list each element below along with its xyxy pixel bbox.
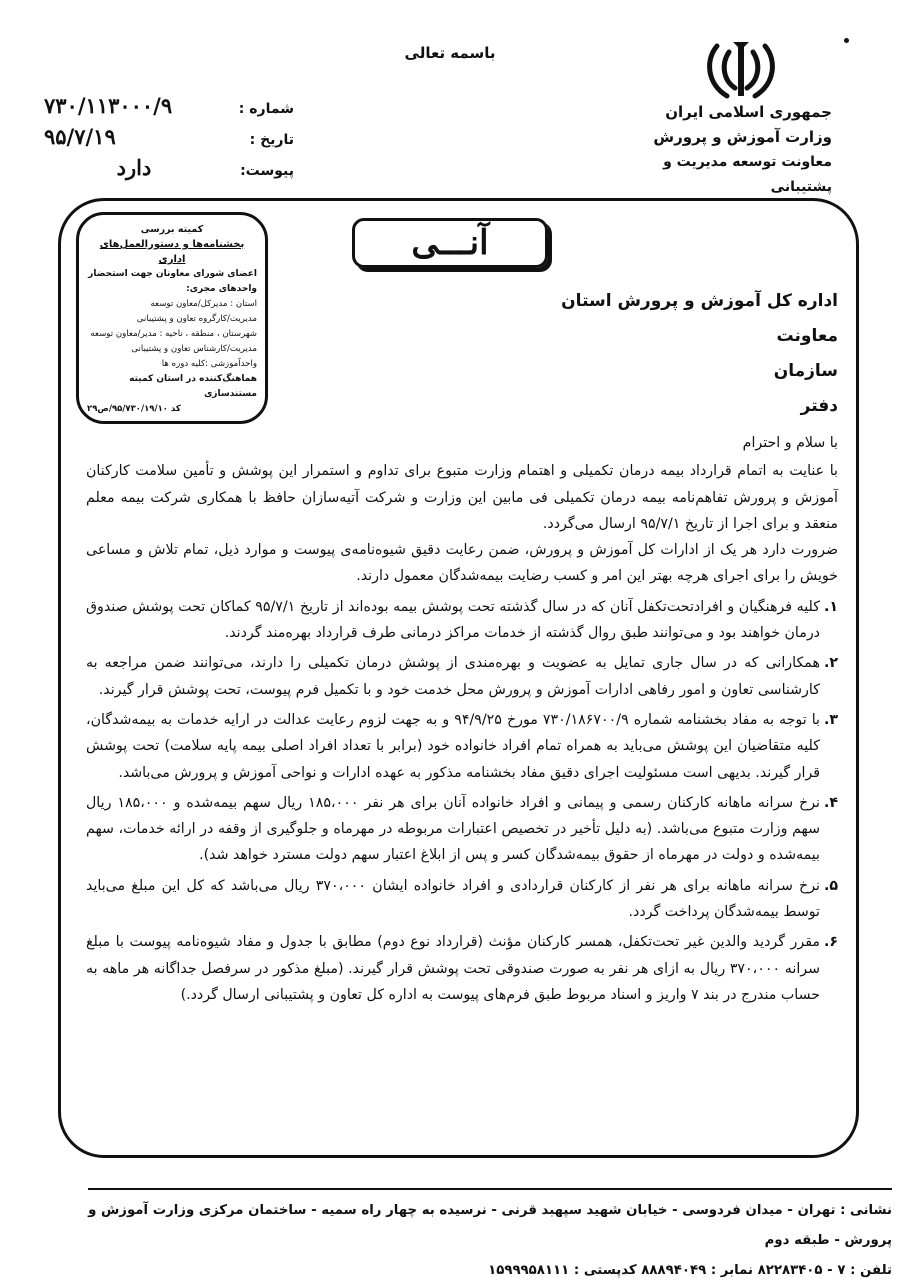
greeting: با سلام و احترام [742,435,838,451]
list-item [86,650,838,703]
item-text: نرخ سرانه ماهانه کارکنان رسمی و پیمانی و افراد خانواده آنان برای هر نفر ۱۸۵،۰۰۰ ریال سهم بیمه‌شده و ۱۸۵،۰۰۰ ریال سهم وزارت متبوع می‌باشد. (به دلیل تأخیر در تخصیص اعتبارات مربوطه در مهرماه و جلوگیری از وقفه در ارائه خدمات، سهم بیمه‌شده و دولت در مهرماه از حقوق بیمه‌شدگان کسر و پس از ابلاغ اعتبار سهم دولت مسترد خواهد شد). [86,794,820,864]
stamp-line: اعضای شورای معاونان جهت استحضار [88,269,257,279]
org-line-deputy: معاونت توسعه مدیریت و پشتیبانی [663,154,832,195]
recipients [520,284,838,424]
item-number: ۳. [823,711,838,728]
item-number: ۴. [823,794,838,811]
org-line-ministry: وزارت آموزش و پرورش [653,128,832,146]
recipient-line: سازمان [773,361,838,381]
list-item [86,707,838,786]
stamp-line: استان : مدیرکل/معاون توسعه [150,299,257,309]
footer-contact: تلفن : ۷ - ۸۲۲۸۳۴۰۵ نمابر : ۸۸۸۹۴۰۴۹ کدپستی : ۱۵۹۹۹۵۸۱۱۱ [488,1263,892,1278]
stamp-line: هماهنگ‌کننده در استان کمیته مستندسازی [129,374,257,399]
stamp-line: مدیریت/کارشناس تعاون و پشتیبانی [131,344,257,354]
org-line-country: جمهوری اسلامی ایران [665,103,832,121]
letter-meta-values [44,90,204,183]
item-text: کلیه فرهنگیان و افرادتحت‌تکفل آنان که در سال گذشته تحت پوشش بیمه بوده‌اند از تاریخ ۹۵/۷/۱ کماکان تحت پوشش صندوق درمان خواهند بود و می‌توانند طبق روال گذشته از خدمات مراکز درمانی طرف قرارداد بهره‌مند گردند. [86,598,821,642]
footer-divider [88,1188,892,1190]
iran-emblem-icon [703,38,779,102]
attachment-label: پیوست: [240,163,294,179]
footer-address: نشانی : تهران - میدان فردوسی - خیابان شهید سپهبد قرنی - نرسیده به چهار راه سمیه - ساختمان مرکزی وزارت آموزش و پرورش - طبقه دوم [88,1203,892,1248]
letter-meta-labels [210,94,294,187]
item-text: همکارانی که در سال جاری تمایل به عضویت و بهره‌مندی از پوشش درمان تکمیلی را دارند، می‌توانند ضمن مراجعه به کارشناسی تعاون و امور رفاهی ادارات آموزش و پرورش محل خدمت خود و با تکمیل فرم پیوست، تحت پوشش قرار گیرند. [86,655,820,698]
item-number: ۶. [823,934,838,951]
list-item [86,790,838,869]
recipient-line: اداره کل آموزش و پرورش استان [561,291,838,311]
attachment-value: دارد [116,155,152,180]
stamp-line: واحدآموزشی :کلیه دوره ها [161,359,257,369]
date-label: تاریخ : [249,132,294,148]
item-text: مقرر گردید والدین غیر تحت‌تکفل، همسر کارکنان مؤنث (قرارداد نوع دوم) مطابق با جدول و مفاد شیوه‌نامه پیوست با مبلغ سرانه ۳۷۰،۰۰۰ ریال به ازای هر نفر به صورت صندوقی تحت پوشش قرار گیرند. (مبلغ مذکور در سرفصل جداگانه هر ماهه به حساب مندرج در بند ۷ واریز و اسناد مربوط طبق فرم‌های پیوست به اداره کل تعاون و پشتیبانی ارسال گردد.) [86,934,820,1003]
list-item [86,929,838,1008]
number-label: شماره : [238,101,294,117]
ink-dot [844,38,849,43]
recipient-line: دفتر [800,396,838,416]
stamp-subtitle: بخشنامه‌ها و دستورالعمل‌های اداری [99,239,245,265]
list-item [86,873,838,926]
item-number: ۱. [823,598,838,615]
organization-heading [600,100,832,200]
basmala: باسمه تعالی [404,44,496,62]
item-number: ۵. [823,877,838,894]
letter-body [86,430,838,1008]
recipient-line: معاونت [776,326,838,346]
item-text: نرخ سرانه ماهانه برای هر نفر از کارکنان قراردادی و افراد خانواده ایشان ۳۷۰،۰۰۰ ریال می‌باشد که کل این مبلغ می‌باید توسط بیمه‌شدگان پرداخت گردد. [86,877,820,921]
list-item [86,594,838,647]
urgent-badge: آنـــی [352,218,548,268]
stamp-line: شهرستان ، منطقه ، ناحیه : مدیر/معاون توسعه [90,329,257,339]
paragraph-requirement: ضرورت دارد هر یک از ادارات کل آموزش و پرورش، ضمن رعایت دقیق شیوه‌نامه‌ی پیوست و موارد ذیل، تمام تلاش و مساعی خویش را برای اجرای هرچه بهتر این امر و کسب رضایت بیمه‌شدگان معمول دارند. [86,542,838,585]
letter-date: ۹۵/۷/۱۹ [44,124,116,149]
footer [88,1196,892,1286]
item-number: ۲. [823,655,838,672]
stamp-line: واحدهای مجری: [186,284,257,294]
paragraph-intro: با عنایت به اتمام قرارداد بیمه درمان تکمیلی و اهتمام وزارت متبوع برای تداوم و استمرار این پوشش و تأمین سلامت کارکنان آموزش و پرورش تفاهم‌نامه بیمه درمان تکمیلی فی مابین این وزارت و شرکت آتیه‌سازان حافظ با همکاری شرکت بیمه معلم منعقد و برای اجرا از تاریخ ۹۵/۷/۱ ارسال می‌گردد. [86,463,838,532]
stamp-title: کمیته بررسی [140,224,204,235]
item-text: با توجه به مفاد بخشنامه شماره ۷۳۰/۱۸۶۷۰۰/۹ مورخ ۹۴/۹/۲۵ و به جهت لزوم رعایت عدالت در ارایه خدمات به بیمه‌شدگان، کلیه متقاضیان این پوشش می‌باید به همراه تمام افراد خانواده خود (برابر با تعداد افراد اصلی بیمه پایه سلامت) تحت پوشش قرار گیرند. بدیهی است مسئولیت اجرای دقیق مفاد بخشنامه مذکور به عهده ادارات و نواحی آموزش و پرورش می‌باشد. [86,711,820,781]
stamp-code: کد ۹۵/۷۳۰/۱۹/۱۰/ص۲۹ [87,404,181,414]
review-committee-stamp [76,212,268,424]
letter-number: ۷۳۰/۱۱۳۰۰۰/۹ [44,93,173,118]
stamp-line: مدیریت/کارگروه تعاون و پشتیبانی [136,314,257,324]
